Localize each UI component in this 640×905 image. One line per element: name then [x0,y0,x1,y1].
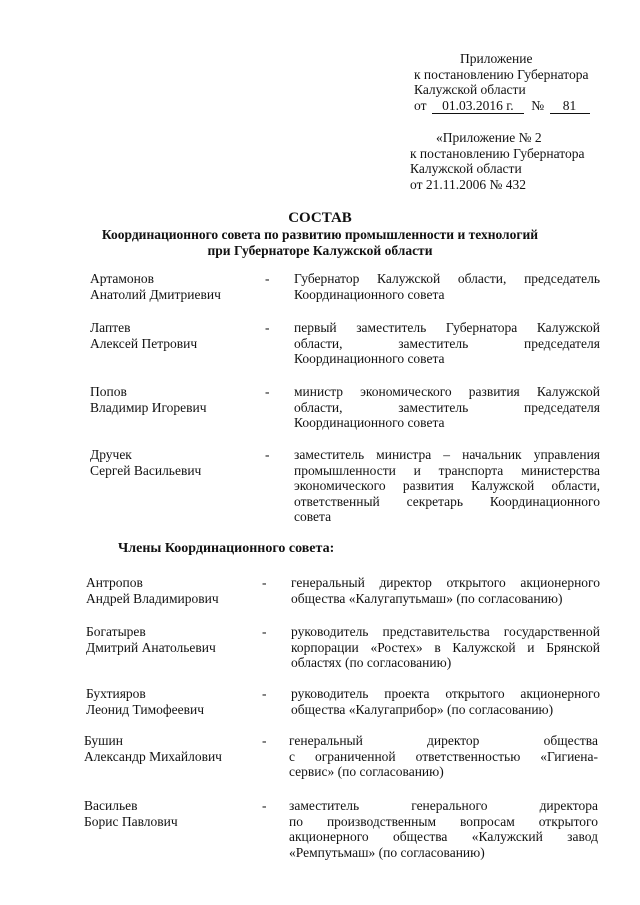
member-given-names: Владимир Игоревич [90,400,207,415]
role-line: руководитель проекта открытого акционерного [291,686,600,701]
member-dash: - [262,575,267,590]
role-line: министр экономического развития Калужской [294,384,600,399]
member-dash: - [262,686,267,701]
appendix-block [414,51,614,114]
role-line: сервис» (по согласованию) [289,764,444,779]
member-role [289,733,598,780]
appendix2-title: «Приложение № 2 [436,130,542,145]
role-line: Координационного совета [294,415,445,430]
appendix-date-line [414,98,614,115]
role-line: области, заместитель председателя [294,335,600,351]
member-dash: - [265,384,270,399]
member-surname: Артамонов [90,271,155,286]
member-surname: Бухтияров [86,686,146,701]
role-line: Губернатор Калужской области, председатель [294,271,600,286]
member-surname: Попов [90,384,127,399]
member-role [291,686,600,717]
member-surname: Антропов [86,575,143,590]
appendix-line-region: Калужской области [414,82,526,97]
member-given-names: Андрей Владимирович [86,591,219,606]
member-dash: - [262,798,267,813]
role-line: экономического развития Калужской области, [294,478,600,493]
member-dash: - [265,271,270,286]
role-line: «Ремпутьмаш» (по согласованию) [289,844,485,860]
document-title [0,209,640,259]
appendix2-line-date: от 21.11.2006 № 432 [410,176,526,192]
member-role [294,384,600,431]
date-value: 01.03.2016 г. [432,98,524,115]
role-line: корпорации «Ростех» в Калужской и Брянской [291,639,600,655]
member-given-names: Анатолий Дмитриевич [90,287,221,302]
date-prefix: от [414,97,427,113]
member-dash: - [265,447,270,462]
number-prefix: № [531,97,545,113]
member-dash: - [262,624,267,639]
role-line: с ограниченной ответственностью «Гигиена- [289,748,598,764]
title-line-2: при Губернаторе Калужской области [207,243,433,258]
member-role [291,624,600,671]
role-line: Координационного совета [294,351,445,366]
member-surname: Богатырев [86,624,146,639]
member-surname: Бушин [84,733,124,748]
role-line: руководитель представительства государственной [291,624,600,639]
role-line: первый заместитель Губернатора Калужской [294,320,600,335]
title-line-1: Координационного совета по развитию промышленности и технологий [101,227,539,242]
member-given-names: Леонид Тимофеевич [86,702,205,717]
role-line: областях (по согласованию) [291,655,452,670]
member-given-names: Борис Павлович [84,814,178,829]
members-heading: Члены Координационного совета: [118,541,335,556]
member-role [294,447,600,525]
role-line: общества «Калугаприбор» (по согласованию) [291,701,554,717]
member-role [291,575,600,606]
role-line: заместитель министра – начальник управления [294,447,600,462]
role-line: акционерного общества «Калужский завод [289,829,598,844]
role-line: области, заместитель председателя [294,399,600,415]
member-role [289,798,598,860]
member-given-names: Алексей Петрович [90,336,198,351]
role-line: Координационного совета [294,286,445,302]
role-line: по производственным вопросам открытого [289,813,598,829]
appendix2-block [410,130,620,192]
member-dash: - [262,733,267,748]
member-surname: Дручек [90,447,132,462]
member-surname: Лаптев [90,320,131,335]
appendix-line-decree: к постановлению Губернатора [414,66,589,82]
role-line: заместитель генерального директора [289,798,598,813]
appendix2-line-region: Калужской области [410,161,522,176]
member-role [294,320,600,367]
title-heading: СОСТАВ [288,210,352,226]
member-given-names: Александр Михайлович [84,749,222,764]
appendix-title: Приложение [460,51,533,66]
member-dash: - [265,320,270,335]
member-role [294,271,600,302]
role-line: общества «Калугапутьмаш» (по согласованию) [291,590,563,606]
member-surname: Васильев [84,798,138,813]
member-given-names: Дмитрий Анатольевич [86,640,216,655]
role-line: промышленности и транспорта министерства [294,462,600,478]
number-value: 81 [550,98,590,115]
role-line: генеральный директор открытого акционерного [291,575,600,590]
role-line: генеральный директор общества [289,733,598,748]
member-given-names: Сергей Васильевич [90,463,202,478]
role-line: ответственный секретарь Координационного [294,493,600,509]
role-line: совета [294,509,332,524]
appendix2-line-decree: к постановлению Губернатора [410,145,585,161]
